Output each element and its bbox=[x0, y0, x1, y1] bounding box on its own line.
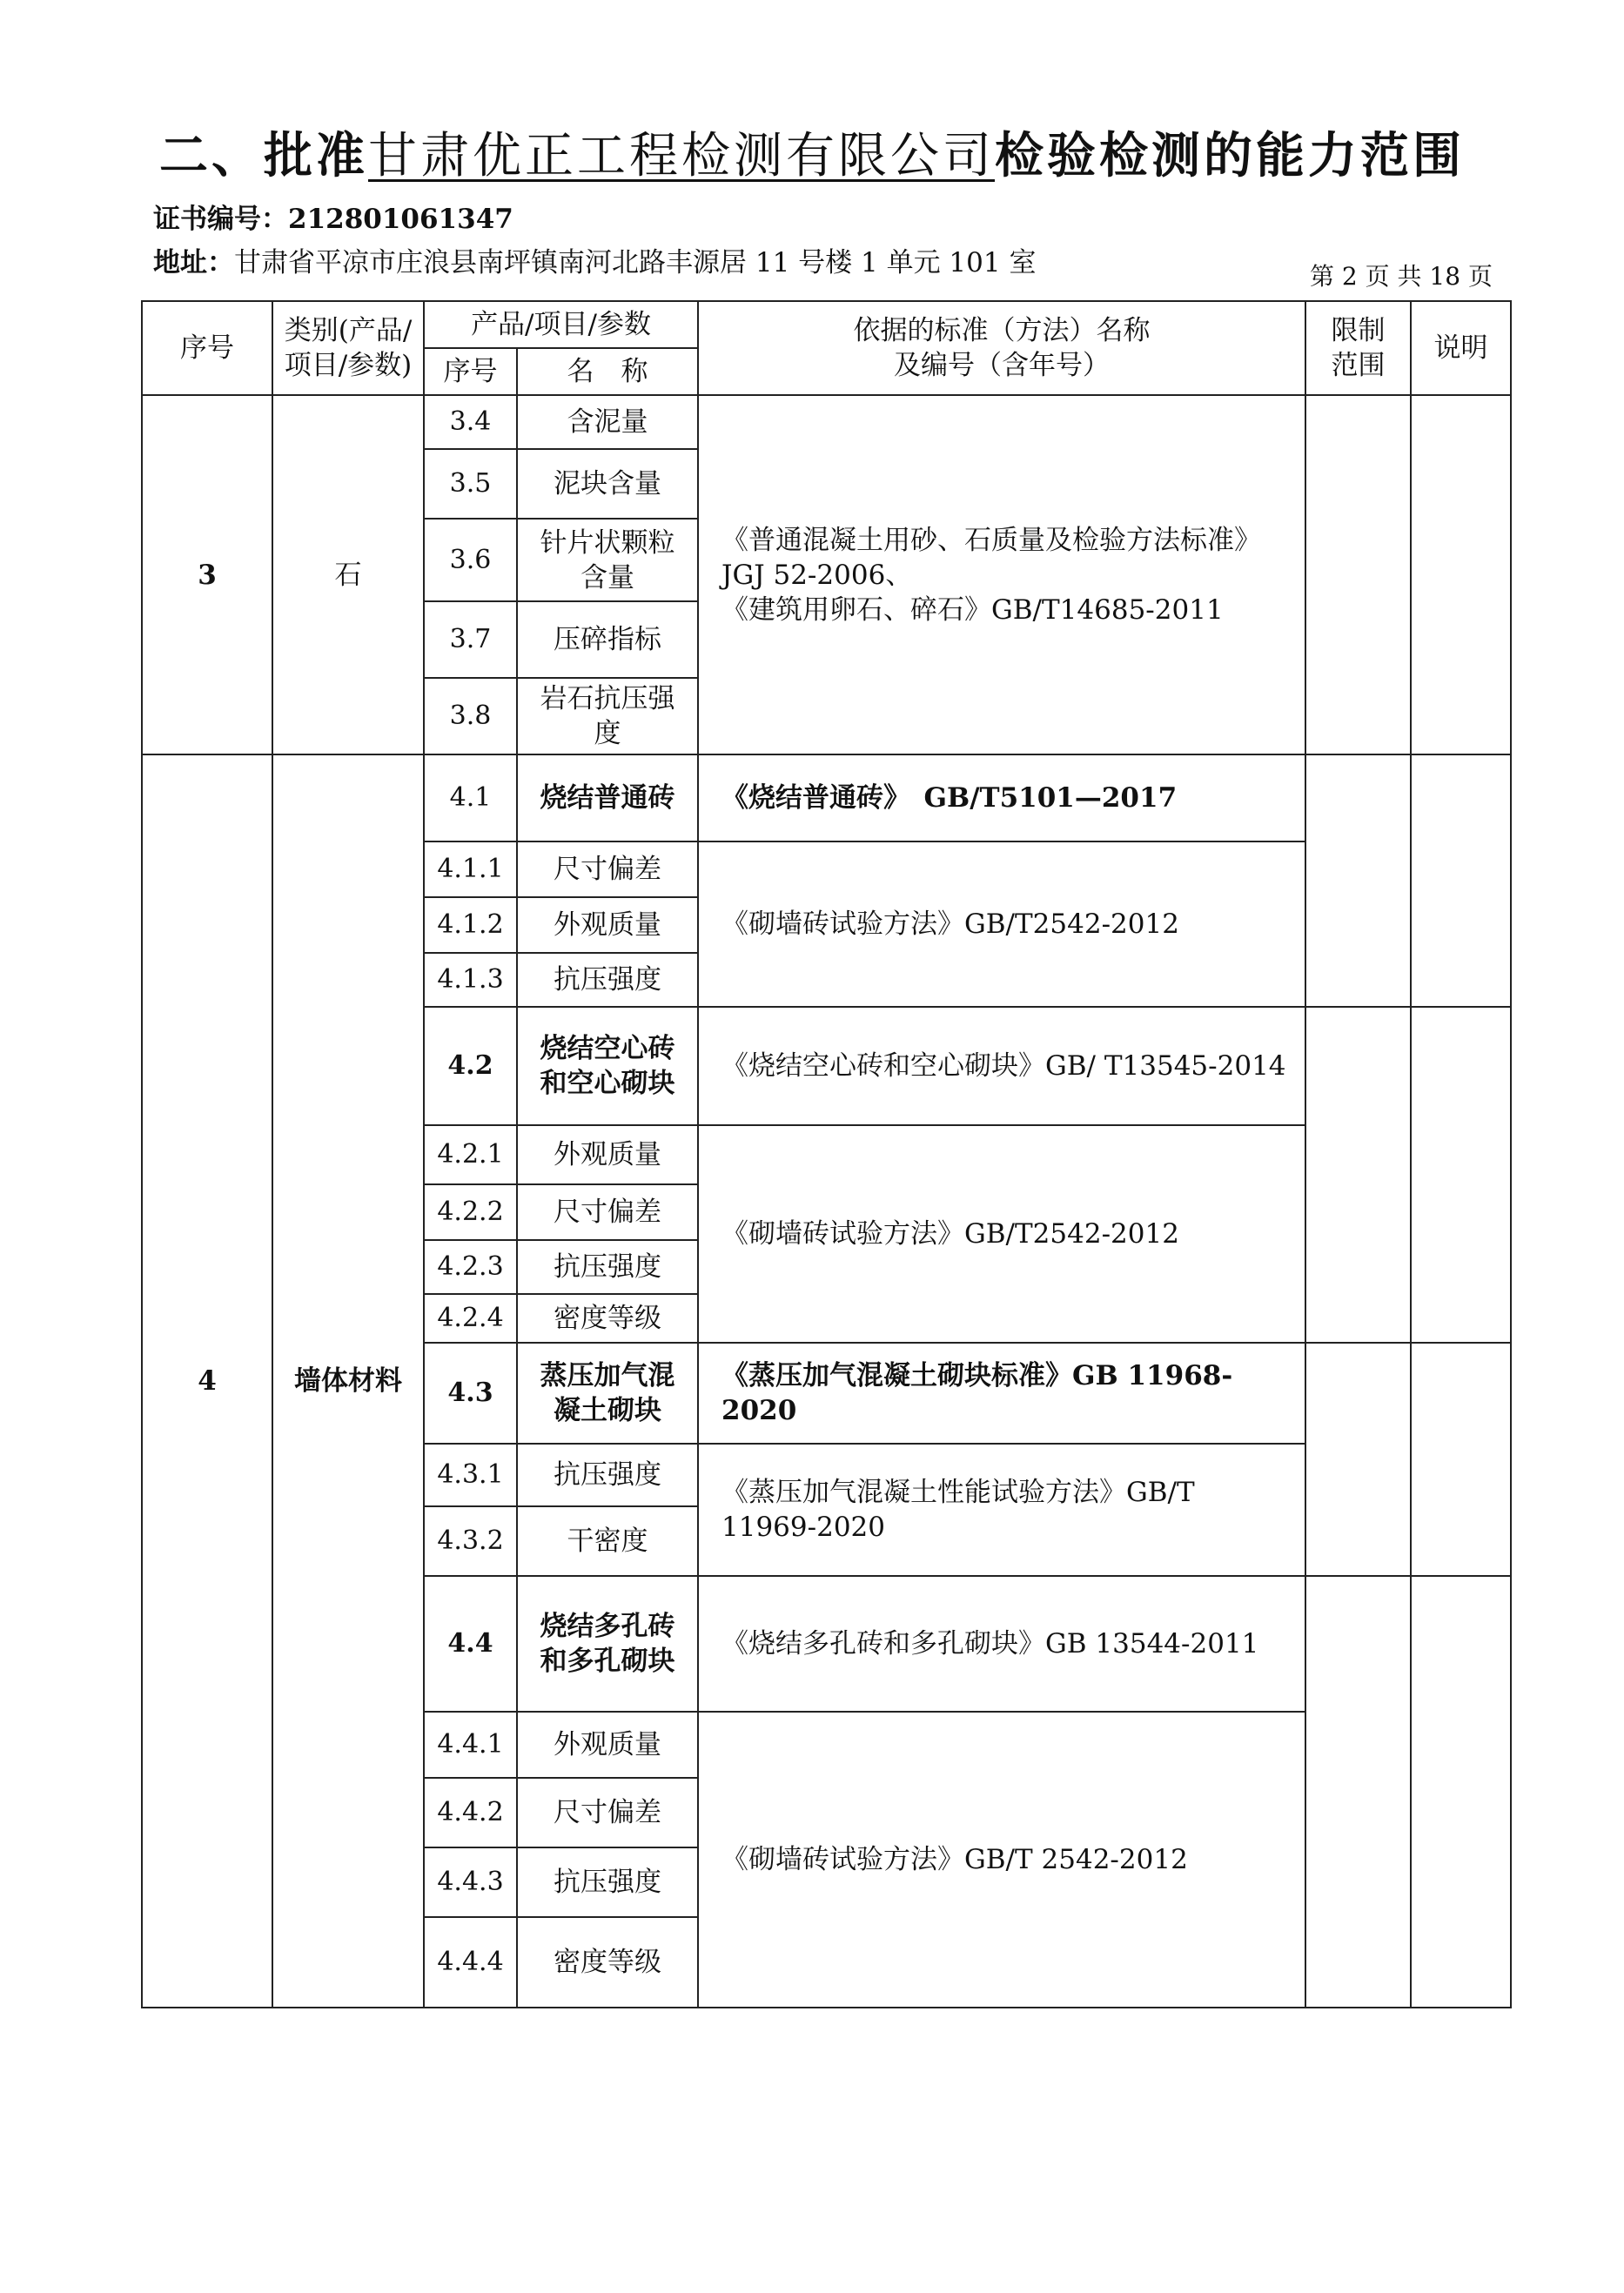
item-standard: 《砌墙砖试验方法》GB/T2542-2012 bbox=[698, 841, 1305, 1007]
item-no: 3.8 bbox=[424, 678, 517, 754]
item-name: 抗压强度 bbox=[517, 953, 698, 1007]
title-organization: 甘肃优正工程检测有限公司 bbox=[368, 128, 995, 184]
item-no: 4.2.1 bbox=[424, 1125, 517, 1184]
item-name: 抗压强度 bbox=[517, 1847, 698, 1917]
item-standard: 《烧结普通砖》 GB/T5101—2017 bbox=[698, 754, 1305, 841]
item-name: 岩石抗压强 度 bbox=[517, 678, 698, 754]
limit-cell bbox=[1305, 1576, 1411, 2008]
item-no: 4.1 bbox=[424, 754, 517, 841]
item-name: 针片状颗粒 含量 bbox=[517, 519, 698, 601]
table-row bbox=[142, 395, 1511, 449]
item-name: 外观质量 bbox=[517, 1125, 698, 1184]
limit-cell bbox=[1305, 1343, 1411, 1576]
header-limit: 限制 范围 bbox=[1305, 301, 1411, 395]
item-name: 压碎指标 bbox=[517, 601, 698, 678]
limit-cell bbox=[1305, 1007, 1411, 1343]
item-name: 含泥量 bbox=[517, 395, 698, 449]
address bbox=[153, 240, 1036, 279]
item-name: 尺寸偏差 bbox=[517, 1778, 698, 1847]
item-no: 3.5 bbox=[424, 449, 517, 519]
item-name: 外观质量 bbox=[517, 1712, 698, 1778]
table-row bbox=[142, 754, 1511, 841]
capability-table bbox=[141, 300, 1512, 2008]
item-no: 4.3.1 bbox=[424, 1444, 517, 1506]
note-cell bbox=[1411, 754, 1511, 1007]
item-name: 泥块含量 bbox=[517, 449, 698, 519]
item-name: 抗压强度 bbox=[517, 1240, 698, 1294]
title-suffix: 检验检测的能力范围 bbox=[995, 127, 1465, 184]
note-cell bbox=[1411, 1007, 1511, 1343]
item-name: 干密度 bbox=[517, 1506, 698, 1576]
item-name: 密度等级 bbox=[517, 1294, 698, 1343]
item-no: 4.1.1 bbox=[424, 841, 517, 897]
item-no: 4.2.3 bbox=[424, 1240, 517, 1294]
item-no: 4.3.2 bbox=[424, 1506, 517, 1576]
group-seq: 3 bbox=[142, 395, 272, 754]
header-sub-name: 名 称 bbox=[517, 348, 698, 395]
header-seq: 序号 bbox=[142, 301, 272, 395]
item-no: 4.2.2 bbox=[424, 1184, 517, 1240]
header-row-1 bbox=[142, 301, 1511, 348]
item-no: 3.7 bbox=[424, 601, 517, 678]
header-standard: 依据的标准（方法）名称 及编号（含年号） bbox=[698, 301, 1305, 395]
group-seq: 4 bbox=[142, 754, 272, 2008]
item-no: 4.4 bbox=[424, 1576, 517, 1712]
item-standard: 《砌墙砖试验方法》GB/T2542-2012 bbox=[698, 1125, 1305, 1343]
address-value: 甘肃省平凉市庄浪县南坪镇南河北路丰源居 11 号楼 1 单元 101 室 bbox=[234, 247, 1037, 278]
header-category: 类别(产品/ 项目/参数) bbox=[272, 301, 424, 395]
cert-label: 证书编号： bbox=[153, 204, 288, 235]
item-no: 3.6 bbox=[424, 519, 517, 601]
item-name: 尺寸偏差 bbox=[517, 1184, 698, 1240]
item-no: 4.4.1 bbox=[424, 1712, 517, 1778]
group-category: 墙体材料 bbox=[272, 754, 424, 2008]
item-no: 4.1.2 bbox=[424, 897, 517, 953]
item-standard: 《烧结空心砖和空心砌块》GB/ T13545-2014 bbox=[698, 1007, 1305, 1125]
item-no: 4.1.3 bbox=[424, 953, 517, 1007]
item-no: 4.4.2 bbox=[424, 1778, 517, 1847]
item-no: 3.4 bbox=[424, 395, 517, 449]
item-name: 烧结多孔砖 和多孔砌块 bbox=[517, 1576, 698, 1712]
item-name: 蒸压加气混 凝土砌块 bbox=[517, 1343, 698, 1444]
item-standard: 《烧结多孔砖和多孔砌块》GB 13544-2011 bbox=[698, 1576, 1305, 1712]
item-name: 外观质量 bbox=[517, 897, 698, 953]
header-sub-seq: 序号 bbox=[424, 348, 517, 395]
certificate-number bbox=[153, 197, 513, 236]
note-cell bbox=[1411, 1576, 1511, 2008]
page-info: 第 2 页 共 18 页 bbox=[1310, 262, 1493, 291]
note-cell bbox=[1411, 395, 1511, 754]
header-note: 说明 bbox=[1411, 301, 1511, 395]
note-cell bbox=[1411, 1343, 1511, 1576]
item-name: 尺寸偏差 bbox=[517, 841, 698, 897]
address-label: 地址： bbox=[153, 247, 234, 278]
item-name: 抗压强度 bbox=[517, 1444, 698, 1506]
item-name: 密度等级 bbox=[517, 1917, 698, 2008]
item-no: 4.4.4 bbox=[424, 1917, 517, 2008]
group-standard: 《普通混凝土用砂、石质量及检验方法标准》 JGJ 52-2006、 《建筑用卵石、碎石》GB/T14685-2011 bbox=[698, 395, 1305, 754]
item-standard: 《砌墙砖试验方法》GB/T 2542-2012 bbox=[698, 1712, 1305, 2008]
item-standard: 《蒸压加气混凝土性能试验方法》GB/T 11969-2020 bbox=[698, 1444, 1305, 1576]
group-category: 石 bbox=[272, 395, 424, 754]
limit-cell bbox=[1305, 754, 1411, 1007]
item-no: 4.4.3 bbox=[424, 1847, 517, 1917]
item-name: 烧结空心砖 和空心砌块 bbox=[517, 1007, 698, 1125]
title-prefix: 二、批准 bbox=[159, 127, 368, 184]
item-no: 4.2.4 bbox=[424, 1294, 517, 1343]
item-standard: 《蒸压加气混凝土砌块标准》GB 11968-2020 bbox=[698, 1343, 1305, 1444]
cert-value: 212801061347 bbox=[288, 204, 513, 235]
item-no: 4.2 bbox=[424, 1007, 517, 1125]
limit-cell bbox=[1305, 395, 1411, 754]
header-product-group: 产品/项目/参数 bbox=[424, 301, 698, 348]
page-title bbox=[0, 117, 1624, 187]
item-name: 烧结普通砖 bbox=[517, 754, 698, 841]
item-no: 4.3 bbox=[424, 1343, 517, 1444]
